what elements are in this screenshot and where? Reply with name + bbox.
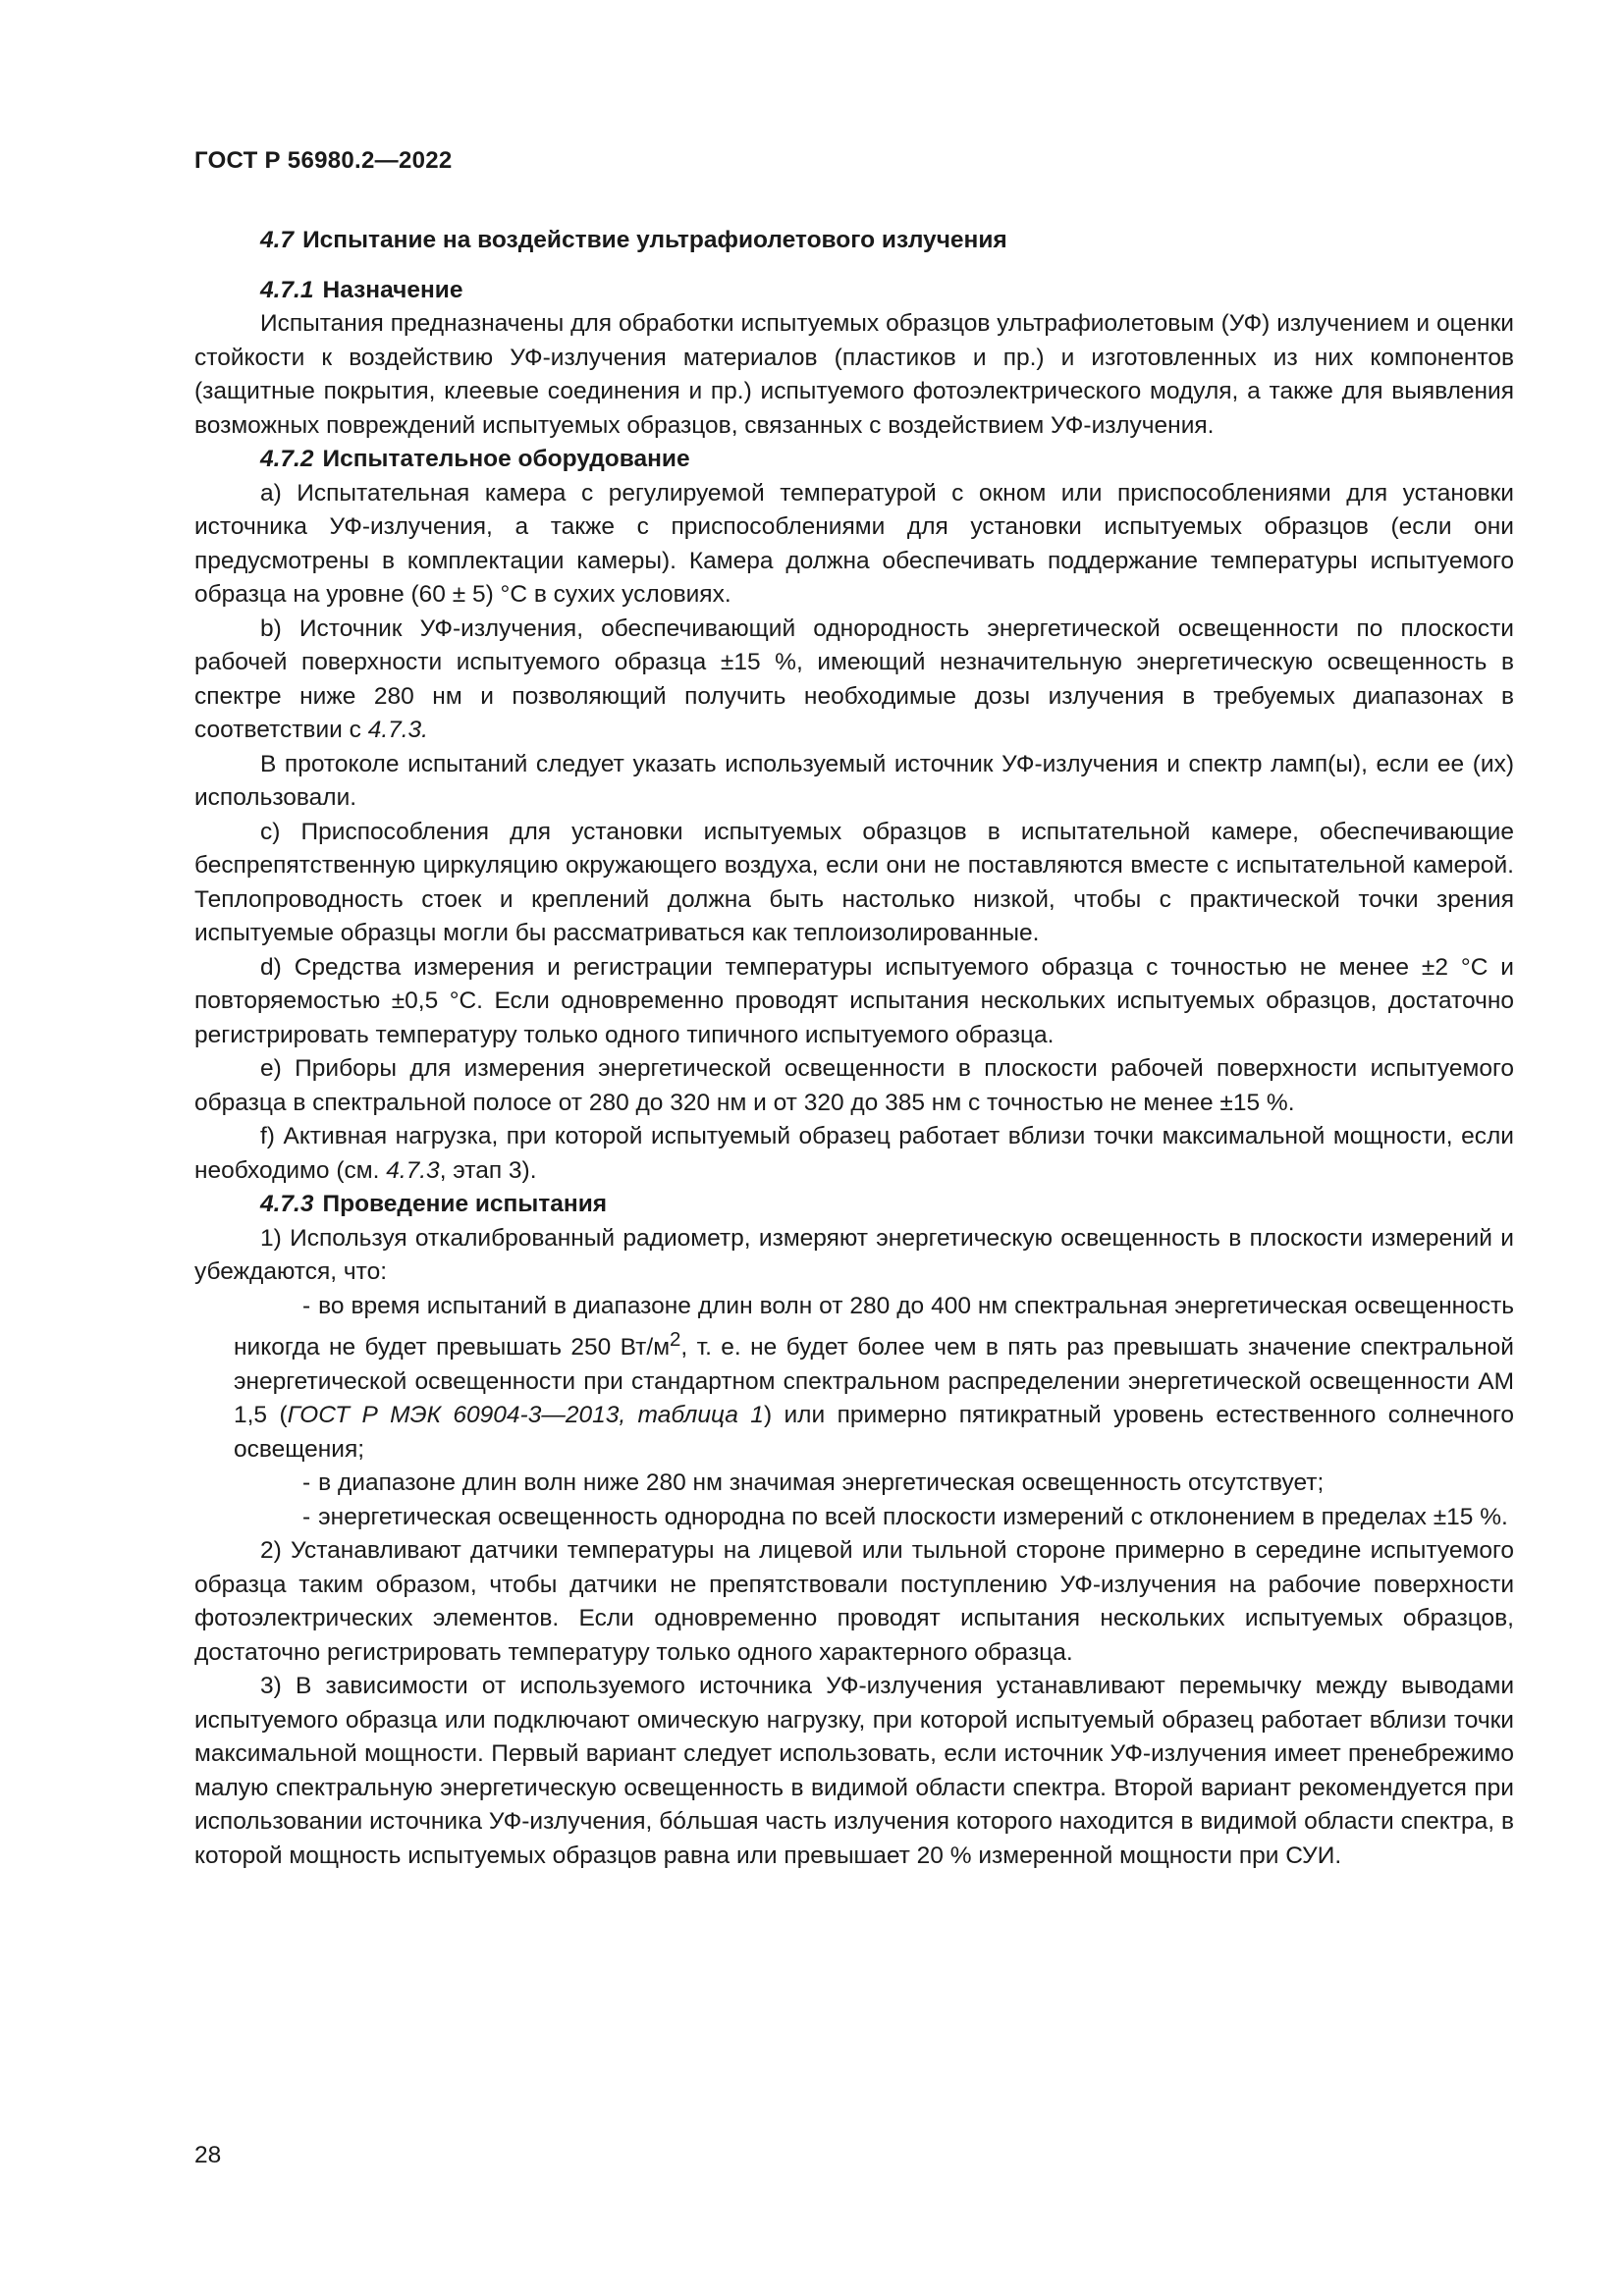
item-b-note: В протоколе испытаний следует указать используемый источник УФ-излучения и спектр ламп(ы), если ее (их) использовали.	[194, 750, 1514, 811]
item-f-pre: f) Активная нагрузка, при которой испытуемый образец работает вблизи точки максимальной мощности, если необходимо (см.	[194, 1123, 1514, 1184]
bullet-3	[194, 1501, 1514, 1535]
subsection-title-473: Проведение испытания	[322, 1191, 608, 1217]
subsection-number-471: 4.7.1	[260, 276, 314, 303]
bullet-3-text: энергетическая освещенность однородна по всей плоскости измерений с отклонением в пределах ±15 %.	[318, 1503, 1508, 1530]
bullet-1-ref: ГОСТ Р МЭК 60904-3—2013, таблица 1	[287, 1402, 764, 1429]
subsection-heading-472	[194, 443, 1514, 477]
item-d: d) Средства измерения и регистрации температуры испытуемого образца с точностью не менее ±2 °С и повторяемостью ±0,5 °С. Если одновременно проводят испытания нескольких испытуемых образцов, достаточно регистрировать температуру только одного типичного испытуемого образца.	[194, 953, 1514, 1048]
bullet-2-text: в диапазоне длин волн ниже 280 нм значимая энергетическая освещенность отсутствует;	[318, 1469, 1325, 1497]
bullet-1-post: ) или примерно пятикратный уровень естественного солнечного освещения;	[234, 1402, 1514, 1463]
step-3: 3) В зависимости от используемого источника УФ-излучения устанавливают перемычку между выводами испытуемого образца или подключают омическую нагрузку, при которой испытуемый образец работает вблизи точки максимальной мощности. Первый вариант следует использовать, если источник УФ-излучения имеет пренебрежимо малую спектральную энергетическую освещенность в видимой области спектра. Второй вариант рекомендуется при использовании источника УФ-излучения, бóльшая часть излучения которого находится в видимой области спектра, в которой мощность испытуемых образцов равна или превышает 20 % измеренной мощности при СУИ.	[194, 1673, 1514, 1869]
item-e: е) Приборы для измерения энергетической освещенности в плоскости рабочей поверхности испытуемого образца в спектральной полосе от 280 до 320 нм и от 320 до 385 нм с точностью не менее ±15 %.	[194, 1055, 1514, 1116]
paragraph-purpose: Испытания предназначены для обработки испытуемых образцов ультрафиолетовым (УФ) излучением и оценки стойкости к воздействию УФ-излучения материалов (пластиков и пр.) и изготовленных из них компонентов (защитные покрытия, клеевые соединения и пр.) испытуемого фотоэлектрического модуля, а также для выявления возможных повреждений испытуемых образцов, связанных с воздействием УФ-излучения.	[194, 310, 1514, 439]
bullet-dash: -	[302, 1292, 311, 1319]
subsection-title-471: Назначение	[322, 276, 463, 303]
subsection-title-472: Испытательное оборудование	[322, 446, 690, 472]
item-f-ref: 4.7.3	[386, 1156, 440, 1184]
section-title: Испытание на воздействие ультрафиолетового излучения	[302, 227, 1007, 253]
bullet-1-sup: 2	[670, 1329, 681, 1351]
item-a: а) Испытательная камера с регулируемой температурой с окном или приспособлениями для установки источника УФ-излучения, а также с приспособлениями для установки испытуемых образцов (если они предусмотрены в комплектации камеры). Камера должна обеспечивать поддержание температуры испытуемого образца на уровне (60 ± 5) °С в сухих условиях.	[194, 479, 1514, 608]
subsection-heading-473	[194, 1188, 1514, 1222]
bullet-2	[194, 1467, 1514, 1501]
standard-header: ГОСТ Р 56980.2—2022	[194, 147, 453, 174]
subsection-heading-471	[194, 274, 1514, 308]
page-number: 28	[194, 2142, 222, 2168]
bullet-1-mid: , т. е. не будет более чем в пять раз превышать значение спектральной энергетической освещенности при стандартном спектральном распределении энергетической освещенности АМ 1,5 (	[234, 1334, 1514, 1429]
section-heading	[194, 224, 1514, 258]
item-b-text: b) Источник УФ-излучения, обеспечивающий однородность энергетической освещенности по плоскости рабочей поверхности испытуемого образца ±15 %, имеющий незначительную энергетическую освещенность в спектре ниже 280 нм и позволяющий получить необходимые дозы излучения в требуемых диапазонах в соответствии с	[194, 614, 1514, 743]
item-f	[194, 1120, 1514, 1188]
item-b-ref: 4.7.3.	[367, 717, 428, 743]
document-body	[194, 224, 1514, 1873]
bullet-1	[194, 1290, 1514, 1468]
step-1: 1) Используя откалиброванный радиометр, измеряют энергетическую освещенность в плоскости измерений и убеждаются, что:	[194, 1224, 1514, 1285]
subsection-number-473: 4.7.3	[260, 1191, 314, 1217]
item-f-post: , этап 3).	[439, 1156, 537, 1184]
subsection-number-472: 4.7.2	[260, 446, 314, 472]
item-c: c) Приспособления для установки испытуемых образцов в испытательной камере, обеспечивающие беспрепятственную циркуляцию окружающего воздуха, если они не поставляются вместе с испытательной камерой. Теплопроводность стоек и креплений должна быть настолько низкой, чтобы с практической точки зрения испытуемые образцы могли бы рассматриваться как теплоизолированные.	[194, 818, 1514, 946]
step-2: 2) Устанавливают датчики температуры на лицевой или тыльной стороне примерно в середине испытуемого образца таким образом, чтобы датчики не препятствовали поступлению УФ-излучения на рабочие поверхности фотоэлектрических элементов. Если одновременно проводят испытания нескольких испытуемых образцов, достаточно регистрировать температуру только одного характерного образца.	[194, 1537, 1514, 1666]
bullet-1-pre: во время испытаний в диапазоне длин волн от 280 до 400 нм спектральная энергетическая освещенность никогда не будет превышать 250 Вт/м	[234, 1292, 1514, 1362]
bullet-dash: -	[302, 1503, 311, 1530]
section-number: 4.7	[260, 227, 295, 253]
bullet-dash: -	[302, 1469, 311, 1497]
item-b	[194, 613, 1514, 748]
